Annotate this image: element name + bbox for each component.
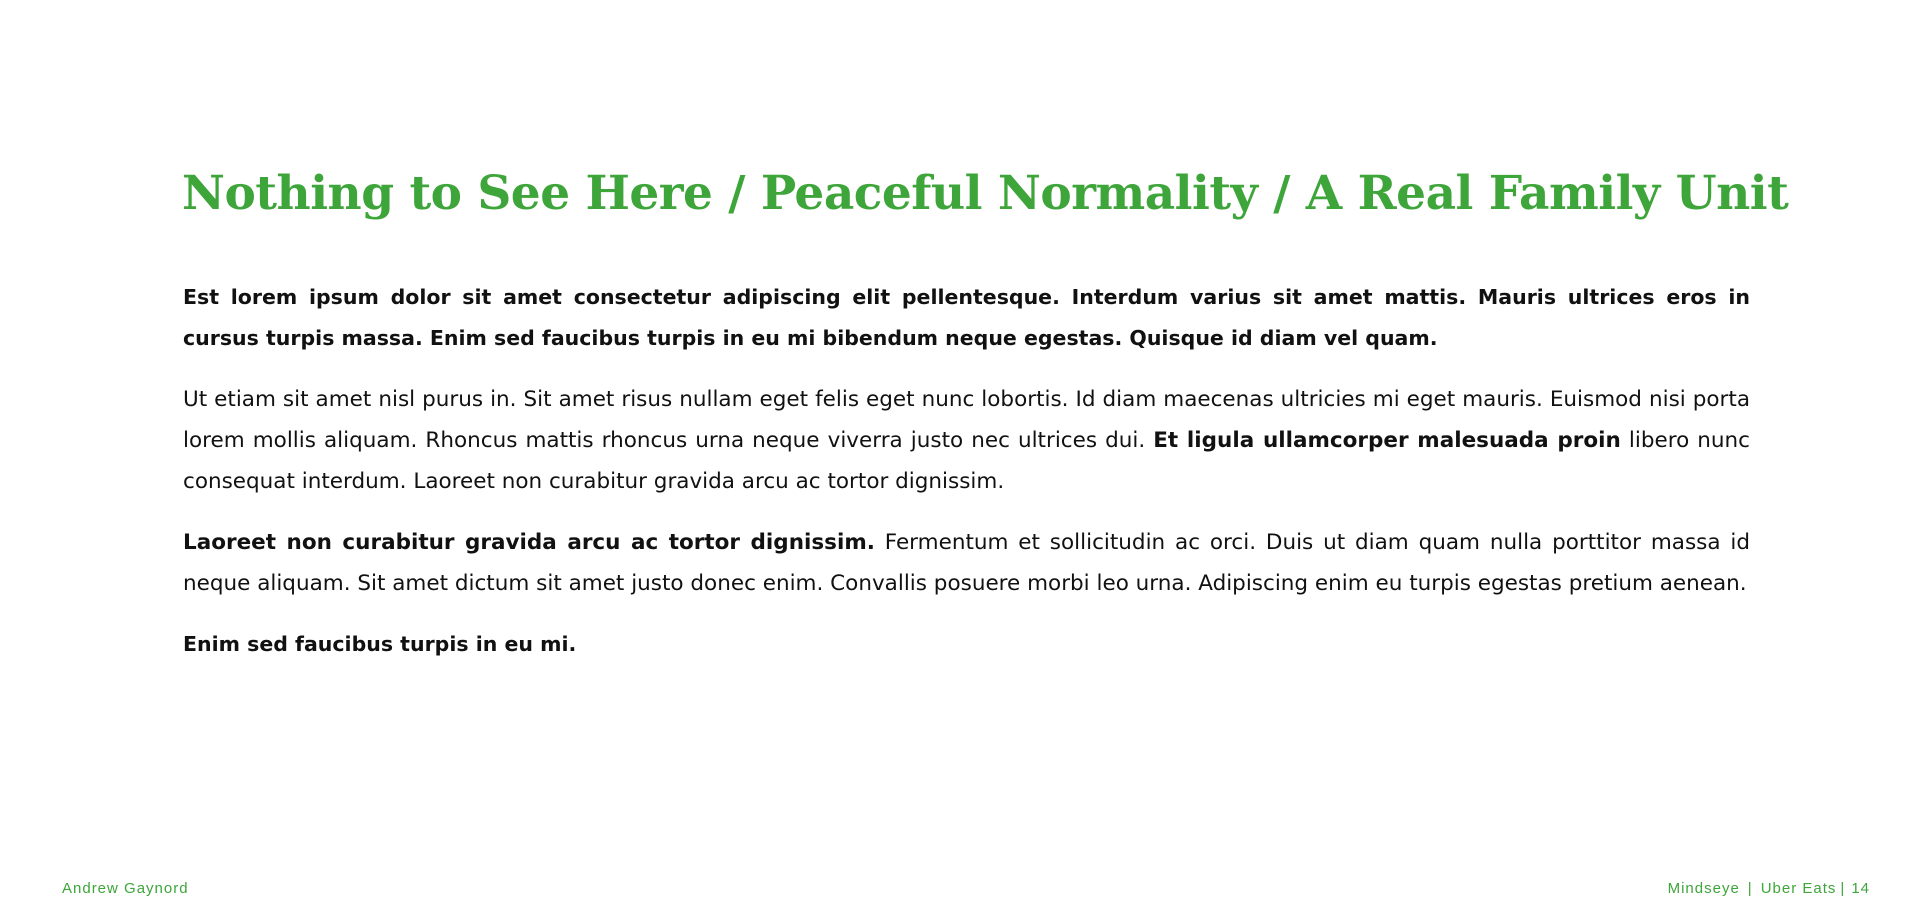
footer-client: Uber Eats bbox=[1760, 880, 1837, 897]
paragraph-2 bbox=[183, 379, 1750, 502]
footer-page-number: 14 bbox=[1851, 880, 1870, 897]
paragraph-3-bold-text: Laoreet non curabitur gravida arcu ac tortor dignissim. bbox=[183, 530, 875, 555]
footer-agency: Mindseye bbox=[1667, 880, 1740, 897]
paragraph-2-bold-text: Et ligula ullamcorper malesuada proin bbox=[1153, 428, 1621, 453]
footer-author: Andrew Gaynord bbox=[62, 880, 189, 897]
footer-info bbox=[1668, 880, 1870, 897]
paragraph-4: Enim sed faucibus turpis in eu mi. bbox=[183, 632, 577, 656]
lead-paragraph: Est lorem ipsum dolor sit amet consectetur adipiscing elit pellentesque. Interdum varius sit amet mattis. Mauris ultrices eros in cursus turpis massa. Enim sed faucibus turpis in eu mi bibendum neque egestas. Quisque id diam vel quam. bbox=[183, 285, 1750, 350]
footer-separator-2: | bbox=[1840, 880, 1846, 897]
paragraph-2-text-end: libero nunc consequat interdum. Laoreet non curabitur gravida arcu ac tortor dignissim. bbox=[183, 428, 1750, 494]
paragraph-2-text-start: Ut etiam sit amet nisl purus in. Sit amet risus nullam eget felis eget nunc lobortis. Id diam maecenas ultricies mi eget mauris. Euismod nisi porta lorem mollis aliquam. Rhoncus mattis rhoncus urna neque viverra justo nec ultrices dui. bbox=[183, 387, 1750, 453]
page-title: Nothing to See Here / Peaceful Normality / A Real Family Unit bbox=[182, 166, 1789, 221]
paragraph-3 bbox=[183, 522, 1750, 604]
footer-separator: | bbox=[1747, 880, 1753, 897]
paragraph-3-text: Fermentum et sollicitudin ac orci. Duis ut diam quam nulla porttitor massa id neque aliquam. Sit amet dictum sit amet justo donec enim. Convallis posuere morbi leo urna. Adipiscing enim eu turpis egestas pretium aenean. bbox=[183, 530, 1750, 596]
body-text bbox=[183, 277, 1750, 685]
